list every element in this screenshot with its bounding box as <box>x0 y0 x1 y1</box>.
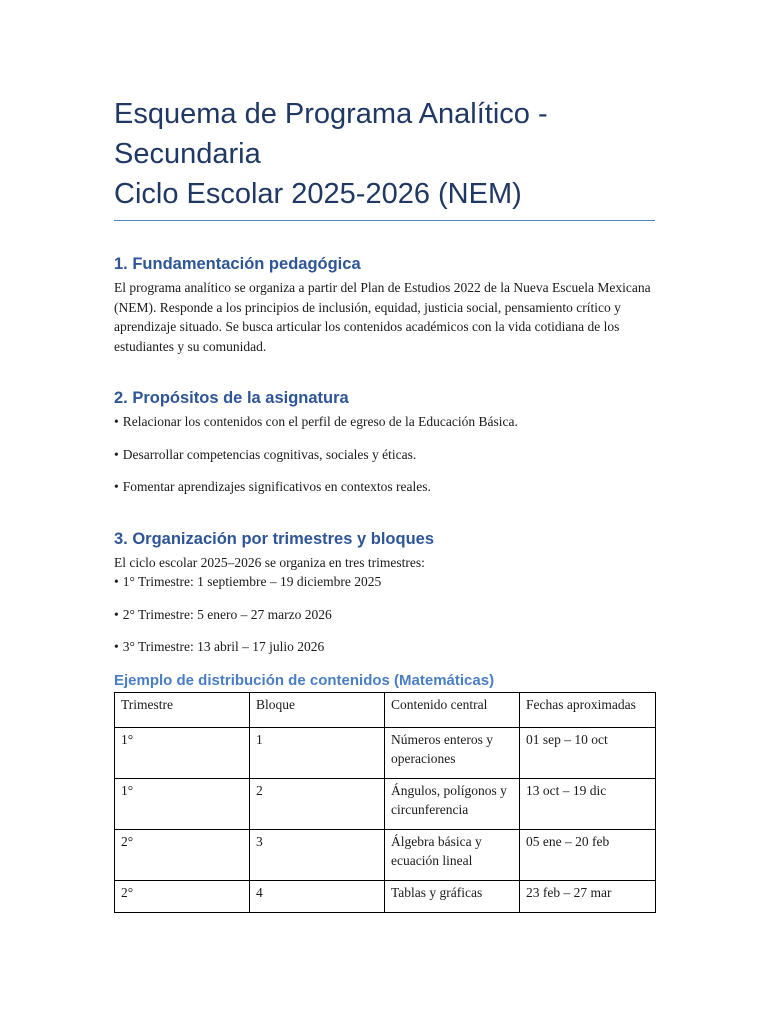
cell-bloque: 1 <box>250 727 385 778</box>
table-row <box>115 778 656 829</box>
section-example <box>114 671 655 913</box>
cell-bloque: 3 <box>250 829 385 880</box>
table-row <box>115 880 656 912</box>
list-item-text: 1° Trimestre: 1 septiembre – 19 diciembre 2025 <box>122 574 382 589</box>
list-item-text: 3° Trimestre: 13 abril – 17 julio 2026 <box>122 639 325 654</box>
cell-fechas: 13 oct – 19 dic <box>520 778 656 829</box>
table-row <box>115 829 656 880</box>
bullet-icon: • <box>114 574 119 589</box>
section-organizacion <box>114 528 655 657</box>
cell-trimestre: 2° <box>115 829 250 880</box>
cell-trimestre: 1° <box>115 727 250 778</box>
list-item-text: Relacionar los contenidos con el perfil de egreso de la Educación Básica. <box>122 414 518 429</box>
cell-bloque: 4 <box>250 880 385 912</box>
list-item <box>114 477 655 497</box>
bullet-icon: • <box>114 479 119 494</box>
section-fundamentacion <box>114 253 655 356</box>
cell-fechas: 05 ene – 20 feb <box>520 829 656 880</box>
example-heading: Ejemplo de distribución de contenidos (Matemáticas) <box>114 671 495 689</box>
cell-trimestre: 1° <box>115 778 250 829</box>
cell-fechas: 23 feb – 27 mar <box>520 880 656 912</box>
table-header-row <box>115 692 656 727</box>
bullet-icon: • <box>114 414 119 429</box>
section-heading-organizacion: 3. Organización por trimestres y bloques <box>114 529 435 548</box>
document-title <box>114 94 655 214</box>
list-item-text: Fomentar aprendizajes significativos en contextos reales. <box>122 479 431 494</box>
cell-contenido: Tablas y gráficas <box>385 880 520 912</box>
title-line-1: Esquema de Programa Analítico - <box>114 98 548 130</box>
list-item <box>114 637 655 657</box>
list-item <box>114 412 655 432</box>
cell-contenido: Álgebra básica y ecuación lineal <box>385 829 520 880</box>
section-propositos <box>114 387 655 497</box>
title-divider <box>114 220 655 221</box>
bullet-icon: • <box>114 446 119 462</box>
list-item <box>114 445 655 465</box>
bullet-icon: • <box>114 606 119 622</box>
cell-contenido: Números enteros y operaciones <box>385 727 520 778</box>
list-item <box>114 572 655 592</box>
column-header-bloque: Bloque <box>250 692 385 727</box>
column-header-trimestre: Trimestre <box>115 692 250 727</box>
document-page <box>114 94 655 913</box>
organizacion-intro: El ciclo escolar 2025–2026 se organiza en tres trimestres: <box>114 554 425 570</box>
cell-contenido: Ángulos, polígonos y circunferencia <box>385 778 520 829</box>
bullet-icon: • <box>114 639 119 654</box>
column-header-fechas: Fechas aproximadas <box>520 692 656 727</box>
list-item <box>114 605 655 625</box>
list-item-text: Desarrollar competencias cognitivas, sociales y éticas. <box>122 446 417 462</box>
section-heading-fundamentacion: 1. Fundamentación pedagógica <box>114 255 361 273</box>
cell-bloque: 2 <box>250 778 385 829</box>
cell-fechas: 01 sep – 10 oct <box>520 727 656 778</box>
cell-trimestre: 2° <box>115 880 250 912</box>
title-line-2: Secundaria <box>114 138 261 170</box>
table-row <box>115 727 656 778</box>
list-item-text: 2° Trimestre: 5 enero – 27 marzo 2026 <box>122 606 332 622</box>
section-heading-propositos: 2. Propósitos de la asignatura <box>114 389 349 407</box>
column-header-contenido: Contenido central <box>385 692 520 727</box>
fundamentacion-paragraph: El programa analítico se organiza a partir del Plan de Estudios 2022 de la Nueva Escuela Mexicana (NEM). Responde a los principios de inclusión, equidad, justicia social, pensamiento crítico y aprendizaje situado. Se busca articular los contenidos académicos con la vida cotidiana de los estudiantes y su comunidad. <box>114 280 651 354</box>
distribution-table <box>114 692 656 913</box>
title-line-3: Ciclo Escolar 2025-2026 (NEM) <box>114 178 522 210</box>
